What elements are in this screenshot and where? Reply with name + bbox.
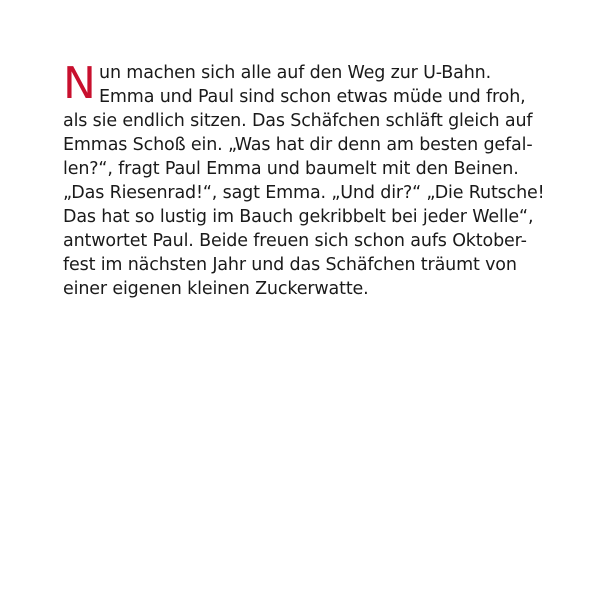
text-line-8: antwortet Paul. Beide freuen sich schon aufs Oktober- [63,231,527,251]
drop-cap-letter: N [63,58,96,109]
text-line-4: Emmas Schoß ein. „Was hat dir denn am besten gefal- [63,135,533,155]
text-line-9: fest im nächsten Jahr und das Schäfchen träumt von [63,255,517,275]
text-line-7: Das hat so lustig im Bauch gekribbelt bei jeder Welle“, [63,207,534,227]
text-line-6: „Das Riesenrad!“, sagt Emma. „Und dir?“ „Die Rutsche! [63,183,545,203]
text-line-5: len?“, fragt Paul Emma und baumelt mit den Beinen. [63,159,519,179]
text-line-10: einer eigenen kleinen Zuckerwatte. [63,279,369,299]
text-line-1: un machen sich alle auf den Weg zur U-Bahn. [99,63,492,83]
text-line-2: Emma und Paul sind schon etwas müde und froh, [99,87,526,107]
text-line-3: als sie endlich sitzen. Das Schäfchen schläft gleich auf [63,111,533,131]
